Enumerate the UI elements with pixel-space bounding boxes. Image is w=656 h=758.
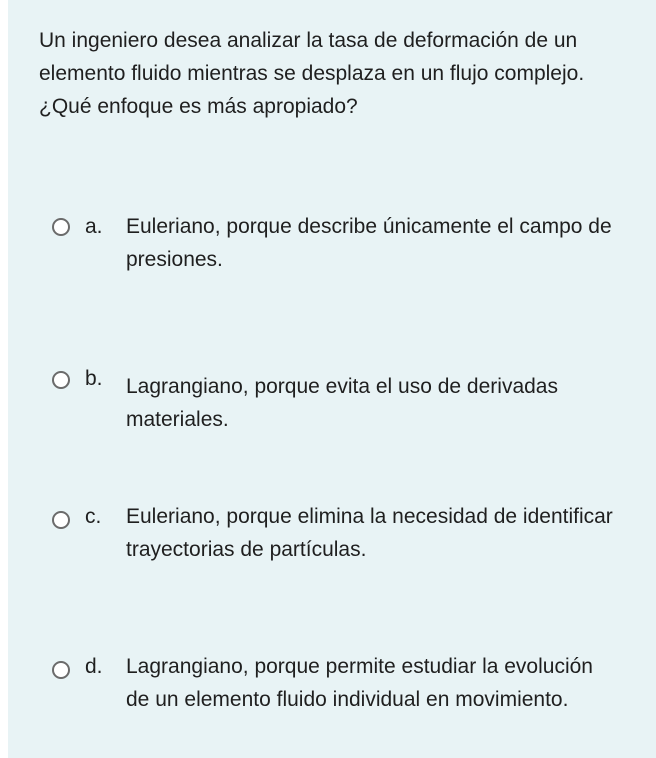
option-b-letter: b. bbox=[85, 367, 103, 390]
option-c-label[interactable]: Euleriano, porque elimina la necesidad de identificar trayectorias de partículas. bbox=[126, 505, 613, 561]
option-a-letter: a. bbox=[85, 215, 103, 238]
question-text: Un ingeniero desea analizar la tasa de deformación de un elemento fluido mientras se desplaza en un flujo complejo. ¿Qué enfoque es más apropiado? bbox=[39, 29, 585, 118]
option-a-label[interactable]: Euleriano, porque describe únicamente el campo de presiones. bbox=[126, 215, 612, 271]
option-d-radio[interactable] bbox=[52, 661, 70, 679]
option-b-radio[interactable] bbox=[52, 371, 70, 389]
option-d-label[interactable]: Lagrangiano, porque permite estudiar la evolución de un elemento fluido individual en movimiento. bbox=[126, 655, 593, 711]
question-card bbox=[8, 0, 656, 758]
option-a-radio[interactable] bbox=[52, 218, 70, 236]
option-b-label[interactable]: Lagrangiano, porque evita el uso de derivadas materiales. bbox=[126, 375, 558, 431]
option-c-radio[interactable] bbox=[52, 511, 70, 529]
option-d-letter: d. bbox=[85, 655, 103, 678]
option-c-letter: c. bbox=[85, 505, 102, 528]
